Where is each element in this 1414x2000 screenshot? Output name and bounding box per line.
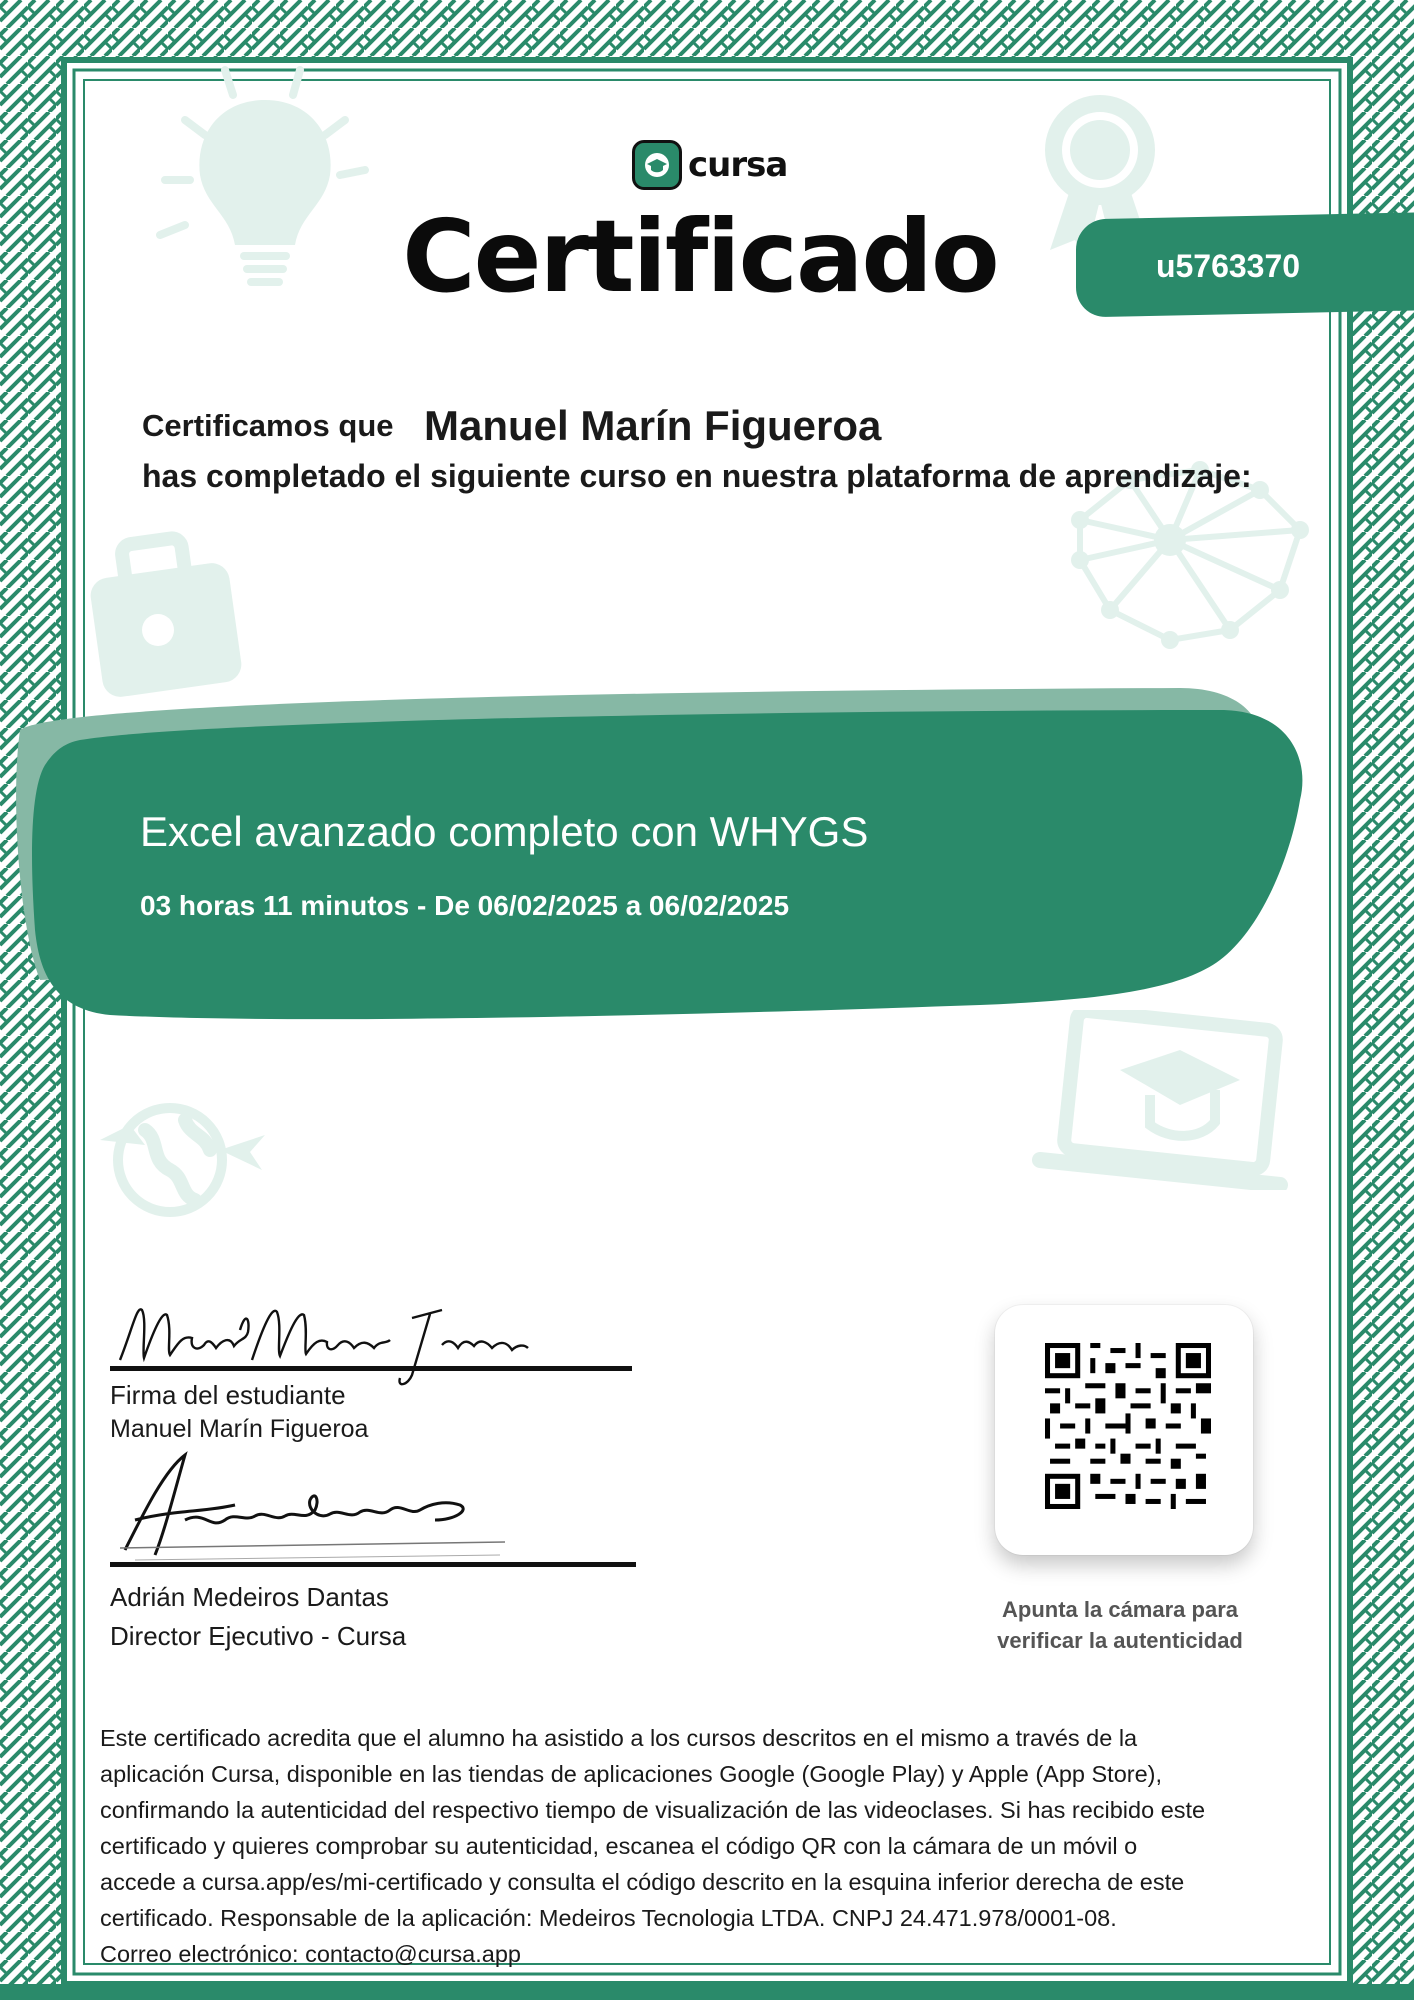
- globe-plane-icon: [90, 1090, 270, 1230]
- graduation-cap-icon: [632, 140, 682, 190]
- qr-caption-line-2: verificar la autenticidad: [997, 1628, 1243, 1653]
- legal-line-7: Correo electrónico: contacto@cursa.app: [100, 1941, 521, 1967]
- completion-text: has completado el siguiente curso en nuestra plataforma de aprendizaje:: [142, 458, 1252, 494]
- student-signature-line: [110, 1366, 632, 1371]
- legal-line-1: Este certificado acredita que el alumno ha asistido a los cursos descritos en el mismo a través de la: [100, 1725, 1138, 1751]
- director-title: Director Ejecutivo - Cursa: [110, 1621, 407, 1651]
- course-name: Excel avanzado completo con WHYGS: [140, 808, 869, 855]
- legal-disclaimer: [100, 1720, 1320, 1972]
- qr-code[interactable]: [1045, 1343, 1211, 1509]
- director-name: Adrián Medeiros Dantas: [110, 1582, 389, 1612]
- cursa-logo: [632, 140, 787, 190]
- legal-line-6: certificado. Responsable de la aplicación: Medeiros Tecnologia LTDA. CNPJ 24.471.978/0001-08.: [100, 1905, 1117, 1931]
- qr-card: [995, 1305, 1253, 1555]
- student-name-heading: Manuel Marín Figueroa: [424, 402, 882, 449]
- student-signature: [112, 1290, 532, 1390]
- course-band: [0, 680, 1320, 1050]
- intro-text: Certificamos que: [142, 408, 394, 443]
- qr-caption: [960, 1594, 1280, 1656]
- director-signature-line: [110, 1562, 636, 1567]
- legal-line-2: aplicación Cursa, disponible en las tiendas de aplicaciones Google (Google Play) y Apple (App Store),: [100, 1761, 1163, 1787]
- legal-line-4: certificado y quieres comprobar su autenticidad, escanea el código QR con la cámara de un móvil o: [100, 1833, 1138, 1859]
- briefcase-icon: [88, 530, 248, 700]
- legal-line-5: accede a cursa.app/es/mi-certificado y consulta el código descrito en la esquina inferior derecha de este: [100, 1869, 1185, 1895]
- student-name-under-signature: Manuel Marín Figueroa: [110, 1415, 369, 1443]
- director-signature: [115, 1450, 515, 1570]
- certificate-code: u5763370: [1155, 248, 1301, 284]
- certificate-title: Certificado: [402, 198, 998, 315]
- legal-line-3: confirmando la autenticidad del respectivo tiempo de visualización de las videoclases. Si has recibido este: [100, 1797, 1206, 1823]
- qr-caption-line-1: Apunta la cámara para: [1002, 1597, 1238, 1622]
- course-duration-dates: 03 horas 11 minutos - De 06/02/2025 a 06/02/2025: [140, 890, 790, 921]
- brand-name: cursa: [688, 145, 788, 185]
- student-signature-label: Firma del estudiante: [110, 1380, 346, 1410]
